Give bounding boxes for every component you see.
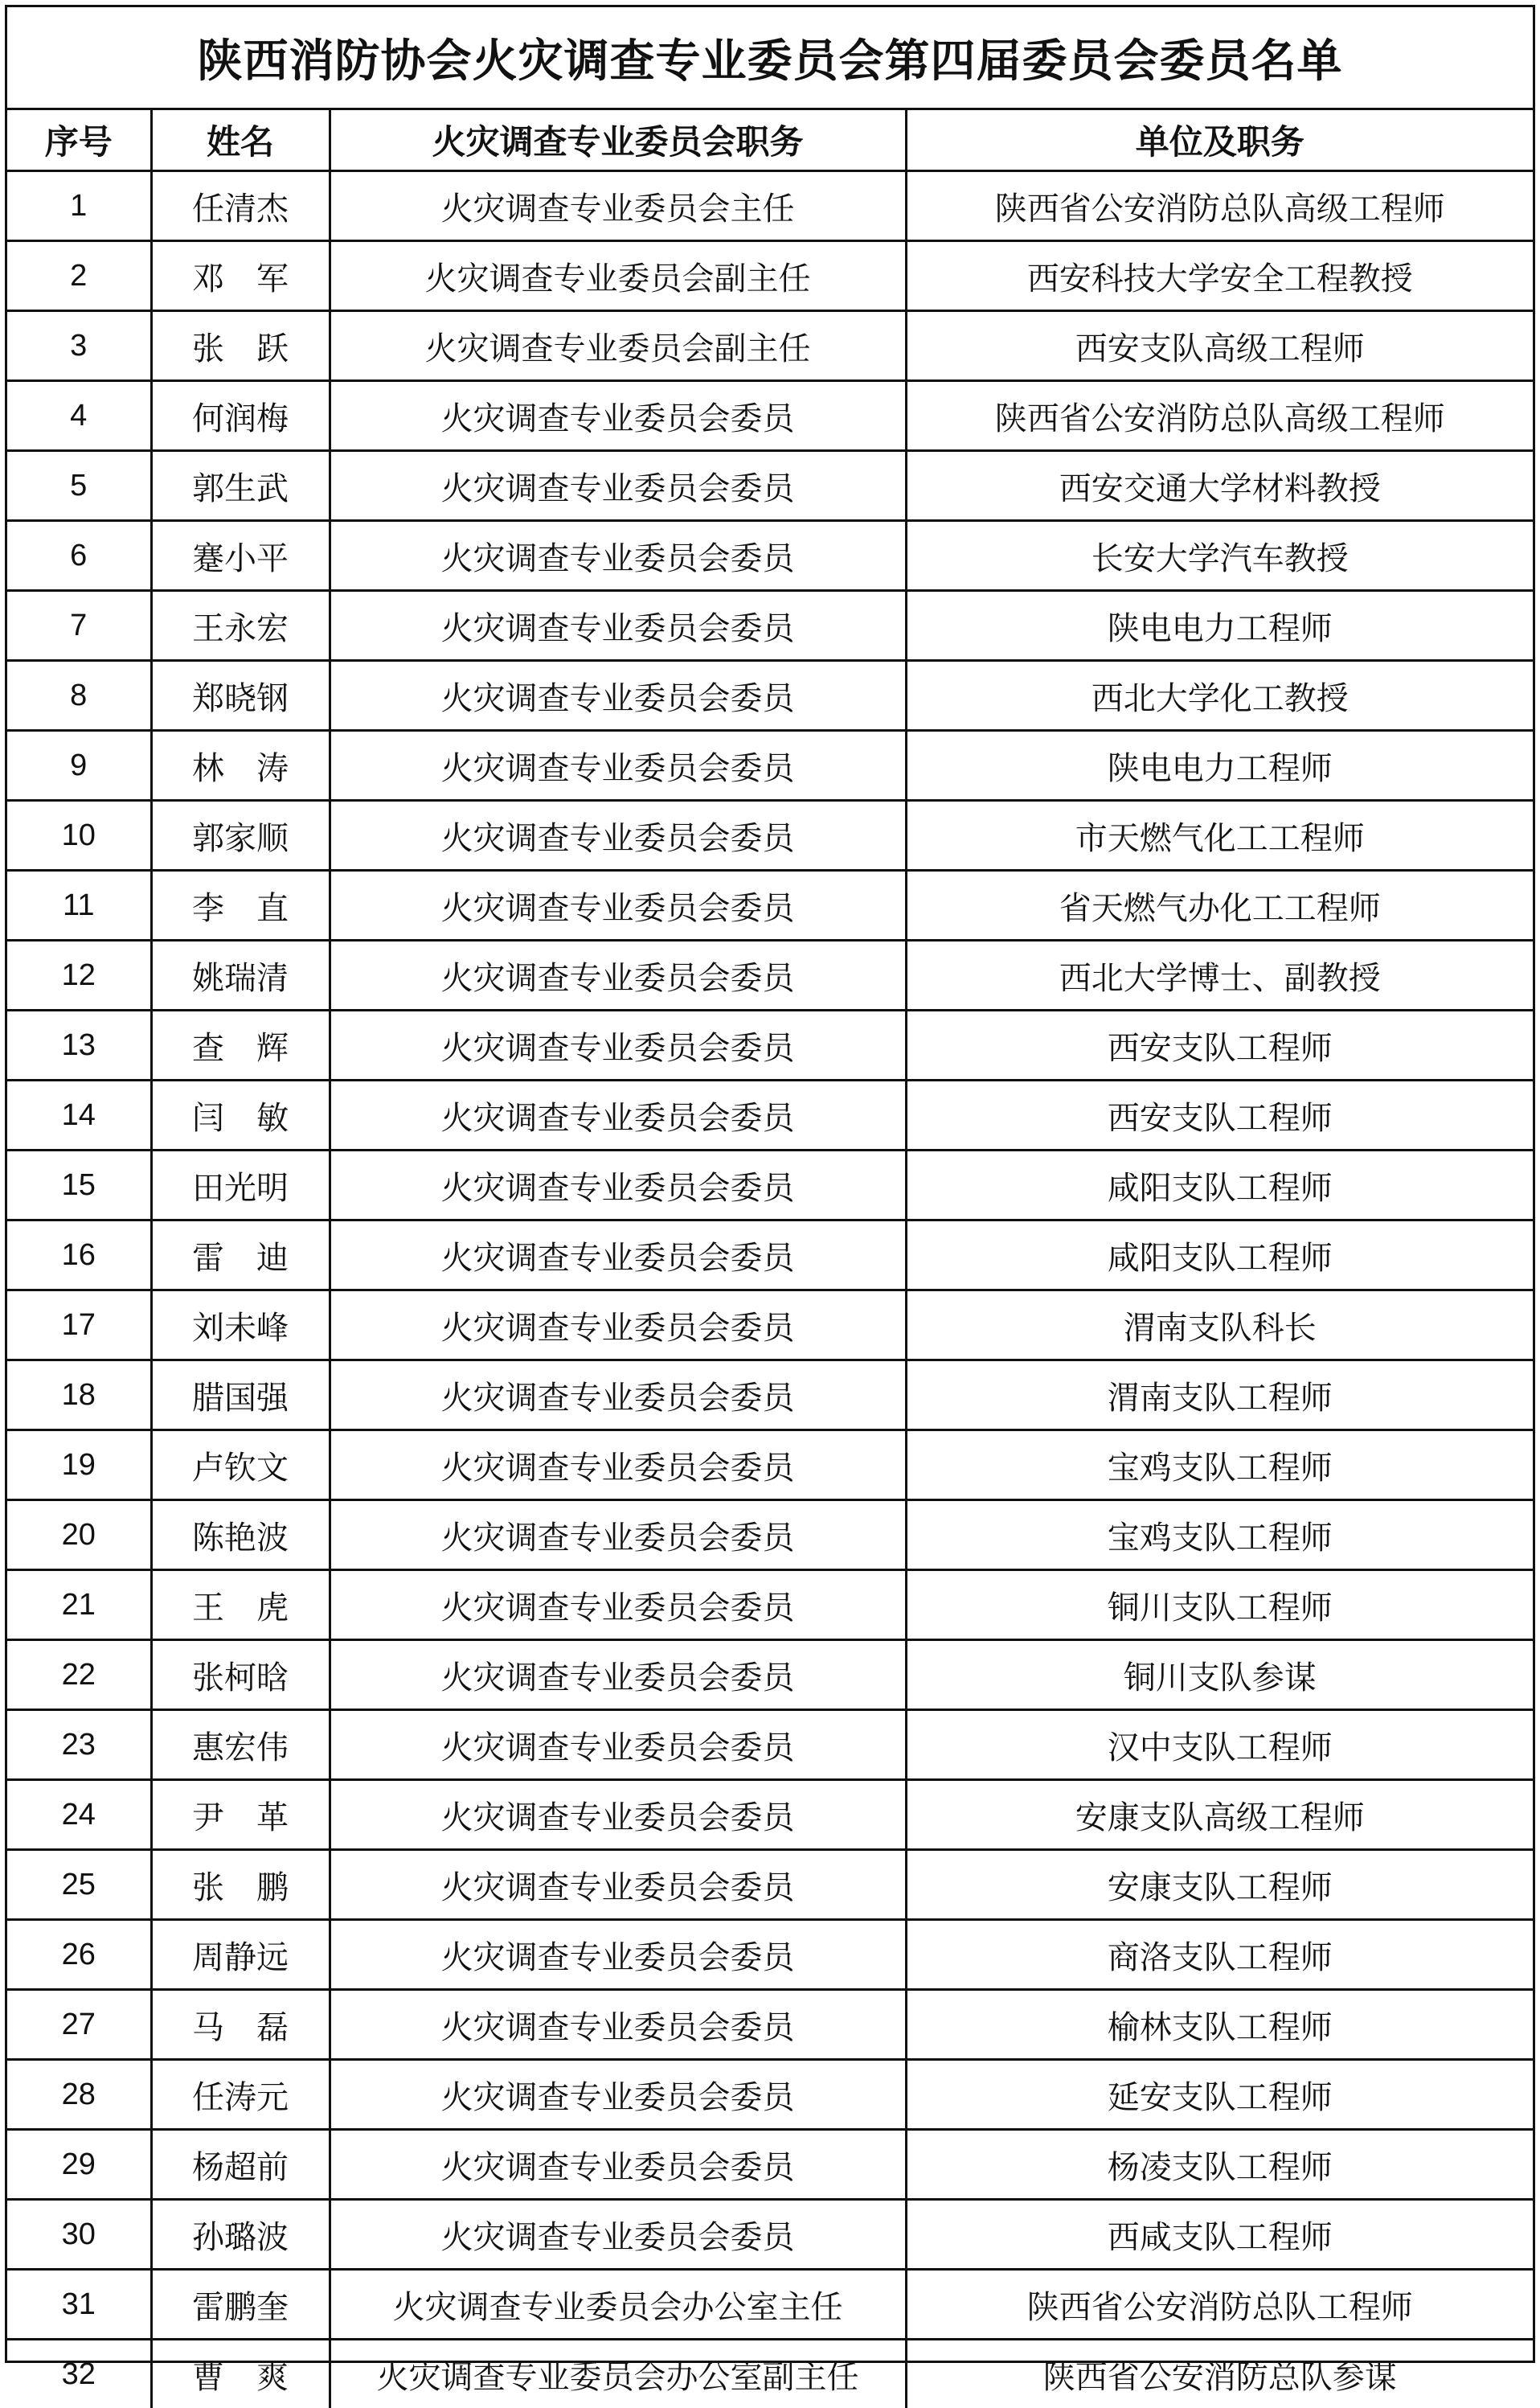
- committee-position-cell: 火灾调查专业委员会委员: [330, 1920, 906, 1990]
- unit-and-title-cell: 西安交通大学材料教授: [906, 451, 1533, 521]
- unit-and-title-cell: 陕电电力工程师: [906, 731, 1533, 801]
- serial-number-cell: 3: [7, 311, 151, 381]
- table-row: [7, 241, 1533, 311]
- unit-and-title-cell: 宝鸡支队工程师: [906, 1500, 1533, 1570]
- member-name-cell: 卢钦文: [151, 1430, 330, 1500]
- column-header-serial: 序号: [7, 110, 151, 171]
- table-row: [7, 1430, 1533, 1500]
- unit-and-title-cell: 西安支队工程师: [906, 1081, 1533, 1151]
- committee-position-cell: 火灾调查专业委员会委员: [330, 731, 906, 801]
- member-name-cell: 刘未峰: [151, 1290, 330, 1360]
- unit-and-title-cell: 西北大学化工教授: [906, 661, 1533, 731]
- table-row: [7, 801, 1533, 871]
- serial-number-cell: 10: [7, 801, 151, 871]
- unit-and-title-cell: 陕西省公安消防总队参谋: [906, 2340, 1533, 2408]
- unit-and-title-cell: 西安科技大学安全工程教授: [906, 241, 1533, 311]
- member-name-cell: 查 辉: [151, 1011, 330, 1081]
- table-row: [7, 451, 1533, 521]
- member-name-cell: 惠宏伟: [151, 1710, 330, 1780]
- table-row: [7, 1710, 1533, 1780]
- committee-position-cell: 火灾调查专业委员会委员: [330, 1011, 906, 1081]
- member-name-cell: 闫 敏: [151, 1081, 330, 1151]
- serial-number-cell: 31: [7, 2270, 151, 2340]
- member-name-cell: 周静远: [151, 1920, 330, 1990]
- unit-and-title-cell: 咸阳支队工程师: [906, 1220, 1533, 1290]
- table-row: [7, 661, 1533, 731]
- committee-position-cell: 火灾调查专业委员会委员: [330, 801, 906, 871]
- serial-number-cell: 25: [7, 1850, 151, 1920]
- committee-position-cell: 火灾调查专业委员会办公室副主任: [330, 2340, 906, 2408]
- member-name-cell: 孙璐波: [151, 2200, 330, 2270]
- member-name-cell: 王永宏: [151, 591, 330, 661]
- committee-position-cell: 火灾调查专业委员会委员: [330, 521, 906, 591]
- member-name-cell: 张 鹏: [151, 1850, 330, 1920]
- committee-position-cell: 火灾调查专业委员会委员: [330, 1430, 906, 1500]
- committee-position-cell: 火灾调查专业委员会委员: [330, 661, 906, 731]
- table-row: [7, 1570, 1533, 1640]
- member-table-body: [7, 171, 1533, 2408]
- committee-member-list-document: [5, 5, 1535, 2363]
- table-row: [7, 2060, 1533, 2130]
- committee-position-cell: 火灾调查专业委员会委员: [330, 451, 906, 521]
- committee-position-cell: 火灾调查专业委员会委员: [330, 381, 906, 451]
- table-row: [7, 1780, 1533, 1850]
- table-row: [7, 311, 1533, 381]
- member-name-cell: 任清杰: [151, 171, 330, 241]
- member-name-cell: 郭家顺: [151, 801, 330, 871]
- member-name-cell: 雷鹏奎: [151, 2270, 330, 2340]
- committee-position-cell: 火灾调查专业委员会委员: [330, 2200, 906, 2270]
- serial-number-cell: 27: [7, 1990, 151, 2060]
- document-title: 陕西消防协会火灾调查专业委员会第四届委员会委员名单: [7, 7, 1533, 110]
- member-name-cell: 杨超前: [151, 2130, 330, 2200]
- unit-and-title-cell: 陕电电力工程师: [906, 591, 1533, 661]
- committee-position-cell: 火灾调查专业委员会委员: [330, 1570, 906, 1640]
- unit-and-title-cell: 榆林支队工程师: [906, 1990, 1533, 2060]
- member-name-cell: 李 直: [151, 871, 330, 941]
- serial-number-cell: 15: [7, 1151, 151, 1220]
- committee-position-cell: 火灾调查专业委员会委员: [330, 1640, 906, 1710]
- member-name-cell: 田光明: [151, 1151, 330, 1220]
- table-row: [7, 1990, 1533, 2060]
- committee-position-cell: 火灾调查专业委员会副主任: [330, 311, 906, 381]
- committee-position-cell: 火灾调查专业委员会委员: [330, 1290, 906, 1360]
- unit-and-title-cell: 宝鸡支队工程师: [906, 1430, 1533, 1500]
- table-row: [7, 591, 1533, 661]
- table-row: [7, 1290, 1533, 1360]
- member-name-cell: 姚瑞清: [151, 941, 330, 1011]
- serial-number-cell: 21: [7, 1570, 151, 1640]
- unit-and-title-cell: 陕西省公安消防总队工程师: [906, 2270, 1533, 2340]
- serial-number-cell: 23: [7, 1710, 151, 1780]
- serial-number-cell: 22: [7, 1640, 151, 1710]
- unit-and-title-cell: 渭南支队工程师: [906, 1360, 1533, 1430]
- member-name-cell: 蹇小平: [151, 521, 330, 591]
- table-row: [7, 1500, 1533, 1570]
- committee-position-cell: 火灾调查专业委员会主任: [330, 171, 906, 241]
- serial-number-cell: 19: [7, 1430, 151, 1500]
- serial-number-cell: 12: [7, 941, 151, 1011]
- serial-number-cell: 5: [7, 451, 151, 521]
- unit-and-title-cell: 陕西省公安消防总队高级工程师: [906, 381, 1533, 451]
- member-name-cell: 张 跃: [151, 311, 330, 381]
- member-name-cell: 尹 革: [151, 1780, 330, 1850]
- member-name-cell: 王 虎: [151, 1570, 330, 1640]
- committee-position-cell: 火灾调查专业委员会委员: [330, 1990, 906, 2060]
- member-name-cell: 任涛元: [151, 2060, 330, 2130]
- member-name-cell: 何润梅: [151, 381, 330, 451]
- table-row: [7, 2130, 1533, 2200]
- unit-and-title-cell: 市天燃气化工工程师: [906, 801, 1533, 871]
- committee-position-cell: 火灾调查专业委员会委员: [330, 871, 906, 941]
- unit-and-title-cell: 杨凌支队工程师: [906, 2130, 1533, 2200]
- serial-number-cell: 28: [7, 2060, 151, 2130]
- unit-and-title-cell: 陕西省公安消防总队高级工程师: [906, 171, 1533, 241]
- member-name-cell: 腊国强: [151, 1360, 330, 1430]
- unit-and-title-cell: 咸阳支队工程师: [906, 1151, 1533, 1220]
- serial-number-cell: 1: [7, 171, 151, 241]
- serial-number-cell: 11: [7, 871, 151, 941]
- serial-number-cell: 16: [7, 1220, 151, 1290]
- committee-position-cell: 火灾调查专业委员会委员: [330, 1500, 906, 1570]
- table-row: [7, 1640, 1533, 1710]
- table-row: [7, 521, 1533, 591]
- serial-number-cell: 14: [7, 1081, 151, 1151]
- member-name-cell: 林 涛: [151, 731, 330, 801]
- committee-position-cell: 火灾调查专业委员会委员: [330, 1850, 906, 1920]
- serial-number-cell: 24: [7, 1780, 151, 1850]
- table-row: [7, 1220, 1533, 1290]
- serial-number-cell: 7: [7, 591, 151, 661]
- committee-position-cell: 火灾调查专业委员会委员: [330, 2130, 906, 2200]
- table-row: [7, 2270, 1533, 2340]
- serial-number-cell: 20: [7, 1500, 151, 1570]
- table-row: [7, 1920, 1533, 1990]
- unit-and-title-cell: 长安大学汽车教授: [906, 521, 1533, 591]
- committee-position-cell: 火灾调查专业委员会委员: [330, 1151, 906, 1220]
- committee-position-cell: 火灾调查专业委员会委员: [330, 1780, 906, 1850]
- member-name-cell: 郑晓钢: [151, 661, 330, 731]
- member-name-cell: 马 磊: [151, 1990, 330, 2060]
- table-row: [7, 2200, 1533, 2270]
- table-row: [7, 1360, 1533, 1430]
- serial-number-cell: 18: [7, 1360, 151, 1430]
- unit-and-title-cell: 铜川支队工程师: [906, 1570, 1533, 1640]
- unit-and-title-cell: 商洛支队工程师: [906, 1920, 1533, 1990]
- member-name-cell: 曹 爽: [151, 2340, 330, 2408]
- serial-number-cell: 8: [7, 661, 151, 731]
- committee-position-cell: 火灾调查专业委员会委员: [330, 591, 906, 661]
- unit-and-title-cell: 渭南支队科长: [906, 1290, 1533, 1360]
- serial-number-cell: 9: [7, 731, 151, 801]
- column-header-committee-position: 火灾调查专业委员会职务: [330, 110, 906, 171]
- committee-position-cell: 火灾调查专业委员会委员: [330, 2060, 906, 2130]
- committee-position-cell: 火灾调查专业委员会委员: [330, 941, 906, 1011]
- unit-and-title-cell: 汉中支队工程师: [906, 1710, 1533, 1780]
- serial-number-cell: 2: [7, 241, 151, 311]
- table-row: [7, 871, 1533, 941]
- table-row: [7, 381, 1533, 451]
- unit-and-title-cell: 安康支队高级工程师: [906, 1780, 1533, 1850]
- member-table: [7, 110, 1533, 2408]
- table-row: [7, 171, 1533, 241]
- table-row: [7, 731, 1533, 801]
- table-row: [7, 1850, 1533, 1920]
- committee-position-cell: 火灾调查专业委员会委员: [330, 1081, 906, 1151]
- unit-and-title-cell: 西安支队高级工程师: [906, 311, 1533, 381]
- unit-and-title-cell: 安康支队工程师: [906, 1850, 1533, 1920]
- serial-number-cell: 30: [7, 2200, 151, 2270]
- committee-position-cell: 火灾调查专业委员会委员: [330, 1360, 906, 1430]
- serial-number-cell: 26: [7, 1920, 151, 1990]
- member-name-cell: 雷 迪: [151, 1220, 330, 1290]
- table-row: [7, 1151, 1533, 1220]
- member-name-cell: 陈艳波: [151, 1500, 330, 1570]
- table-row: [7, 1081, 1533, 1151]
- column-header-name: 姓名: [151, 110, 330, 171]
- table-row: [7, 2340, 1533, 2408]
- unit-and-title-cell: 西咸支队工程师: [906, 2200, 1533, 2270]
- committee-position-cell: 火灾调查专业委员会委员: [330, 1710, 906, 1780]
- serial-number-cell: 4: [7, 381, 151, 451]
- unit-and-title-cell: 延安支队工程师: [906, 2060, 1533, 2130]
- committee-position-cell: 火灾调查专业委员会副主任: [330, 241, 906, 311]
- serial-number-cell: 13: [7, 1011, 151, 1081]
- column-header-unit-and-title: 单位及职务: [906, 110, 1533, 171]
- table-row: [7, 1011, 1533, 1081]
- serial-number-cell: 29: [7, 2130, 151, 2200]
- serial-number-cell: 32: [7, 2340, 151, 2408]
- unit-and-title-cell: 西安支队工程师: [906, 1011, 1533, 1081]
- table-header-row: [7, 110, 1533, 171]
- unit-and-title-cell: 西北大学博士、副教授: [906, 941, 1533, 1011]
- member-name-cell: 张柯晗: [151, 1640, 330, 1710]
- unit-and-title-cell: 铜川支队参谋: [906, 1640, 1533, 1710]
- serial-number-cell: 6: [7, 521, 151, 591]
- member-name-cell: 郭生武: [151, 451, 330, 521]
- member-name-cell: 邓 军: [151, 241, 330, 311]
- committee-position-cell: 火灾调查专业委员会办公室主任: [330, 2270, 906, 2340]
- table-row: [7, 941, 1533, 1011]
- committee-position-cell: 火灾调查专业委员会委员: [330, 1220, 906, 1290]
- serial-number-cell: 17: [7, 1290, 151, 1360]
- unit-and-title-cell: 省天燃气办化工工程师: [906, 871, 1533, 941]
